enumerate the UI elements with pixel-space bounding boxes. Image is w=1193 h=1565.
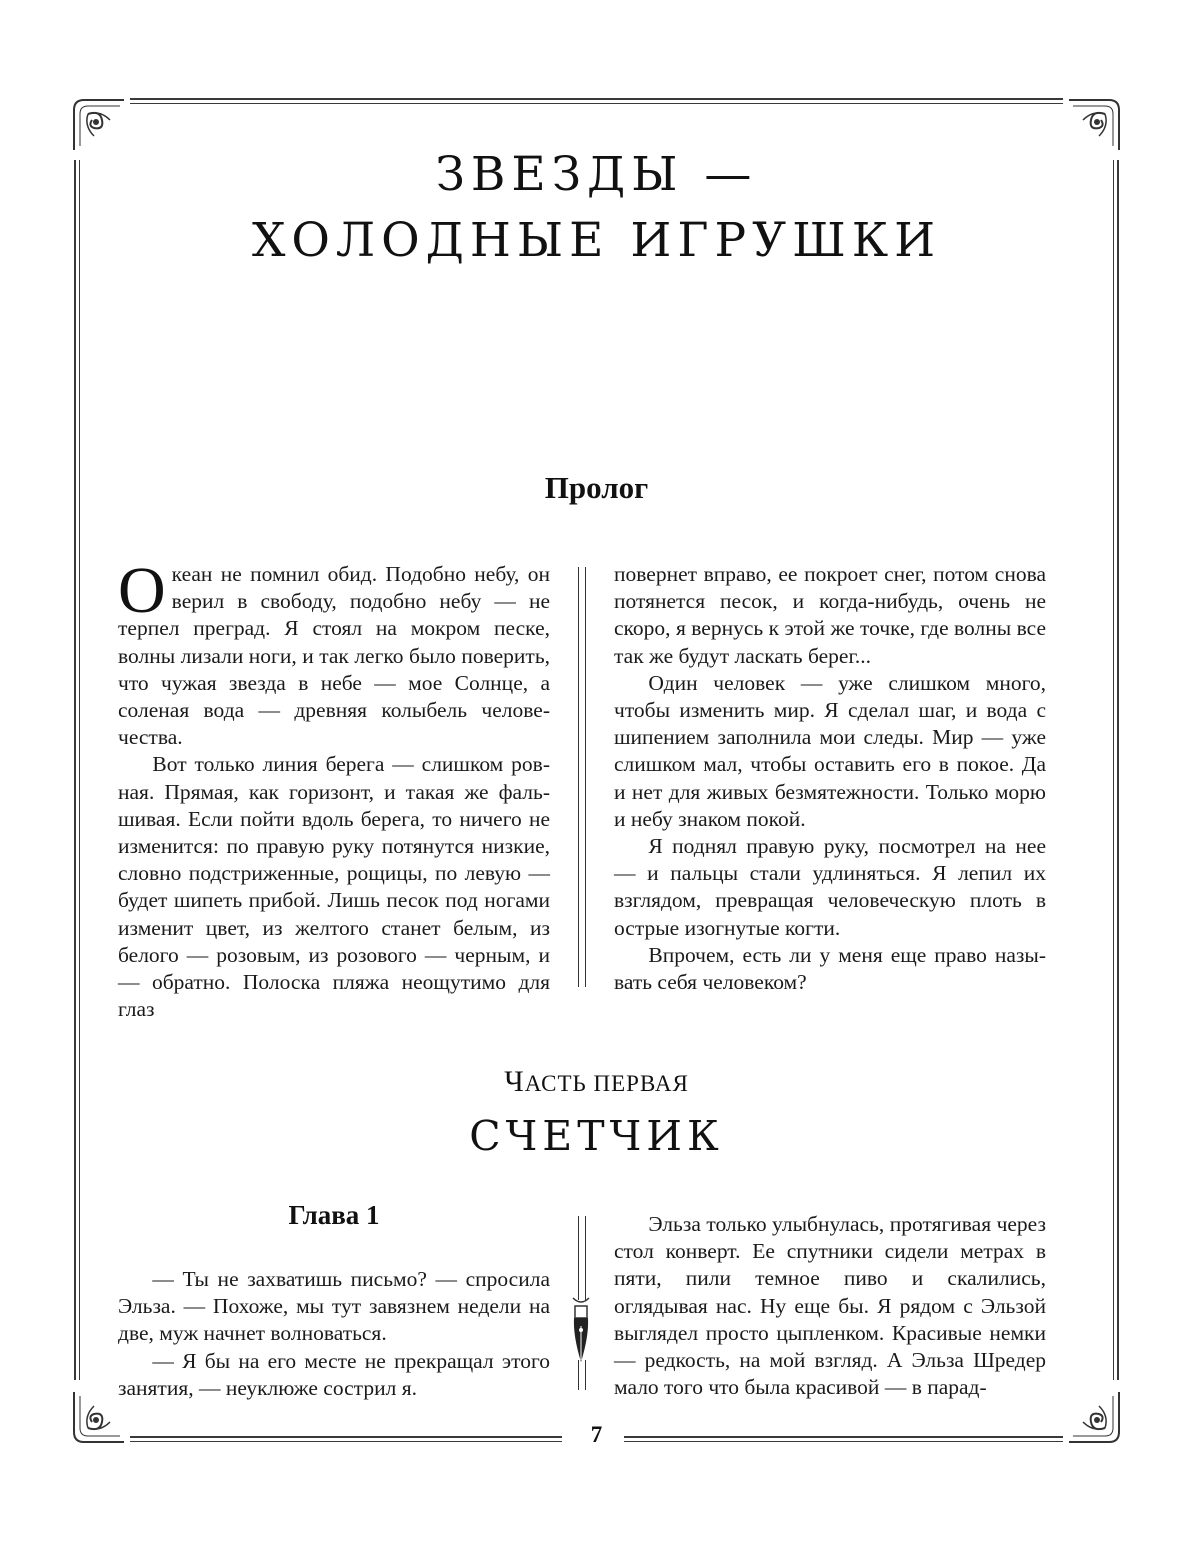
frame-right-rule [1117,160,1119,1380]
frame-top-rule [130,98,1063,100]
part-label-rest: АСТЬ ПЕРВАЯ [524,1071,689,1096]
paragraph: — Ты не захватишь письмо? — спросила Эльза. — Похоже, мы тут завязнем недели на две, муж начнет волноваться. [118,1267,550,1346]
column-divider [578,567,586,987]
book-title [0,142,1193,274]
prologue-heading: Пролог [544,470,649,505]
paragraph: повернет вправо, ее покроет снег, потом снова потянется песок, и когда-нибудь, очень не скоро, я вернусь к этой же точке, где волны все так же будут ласкать берег... [614,562,1046,668]
paragraph: Я поднял правую руку, посмотрел на нее — и пальцы стали удлиняться. Я лепил их взглядом, превращая человеческую плоть в острые изогнутые когти. [614,834,1046,940]
pen-nib-icon [569,1296,593,1366]
book-title-line-2: ХОЛОДНЫЕ ИГРУШКИ [251,213,942,268]
column-divider [578,1216,586,1300]
drop-cap: О [118,554,166,627]
frame-left-rule [74,160,76,1380]
prologue-right-column [614,561,1046,996]
paragraph: Впрочем, есть ли у меня еще право называть себя человеком? [614,942,1046,995]
column-divider [578,1360,586,1390]
paragraph: Эльза только улыбнулась, протягивая через стол конверт. Ее спутники сидели метрах в пяти, пили темное пиво и скалились, оглядывая нас. Ну еще бы. Я рядом с Эльзой выглядел просто цыпленком. Красивые немки — редкость, на мой взгляд. А Эльза Шредер мало того что была красивой — в парад- [614,1212,1046,1400]
chapter-heading: Глава 1 [288,1200,380,1230]
page-number: 7 [590,1422,603,1447]
chapter-left-column [118,1266,550,1402]
paragraph: Вот только линия берега — слишком ровная. Прямая, как горизонт, и такая же фальшивая. Если пойти вдоль берега, то ничего не изменится: по правую руку потянутся низкие, словно подстриженные, рощицы, по левую — будет шипеть прибой. Лишь песок под ногами изменит цвет, из желтого станет белым, из белого — розовым, из розового — черным, и — обратно. Полоска пляжа неощутимо для глаз [118,752,550,1022]
paragraph: — Я бы на его месте не прекращал этого занятия, — неуклюже сострил я. [118,1348,550,1400]
paragraph [118,554,550,751]
frame-top-rule-inner [130,103,1063,104]
book-title-line-1: ЗВЕЗДЫ — [435,147,758,202]
part-title: СЧЕТЧИК [469,1112,724,1160]
part-label [0,1065,1193,1099]
chapter-right-column [614,1211,1046,1401]
prologue-left-column [118,554,550,1023]
paragraph-text: кеан не помнил обид. Подобно небу, он верил в свободу, подобно небу — не терпел преград. Я стоял на мокром песке, волны лизали ноги, и так легко было поверить, что чужая звезда в небе — мое Солнце, а соленая вода — древняя колыбель человечества. [118,562,550,750]
paragraph: Один человек — уже слишком много, чтобы изменить мир. Я сделал шаг, и вода с шипением заполнила мои следы. Мир — уже слишком мал, чтобы оставить его в покое. Да и нет для живых безмятежности. Только морю и небу знаком покой. [614,670,1046,831]
frame-right-rule-inner [1113,160,1114,1380]
part-label-initial: Ч [504,1065,525,1098]
frame-left-rule-inner [79,160,80,1380]
